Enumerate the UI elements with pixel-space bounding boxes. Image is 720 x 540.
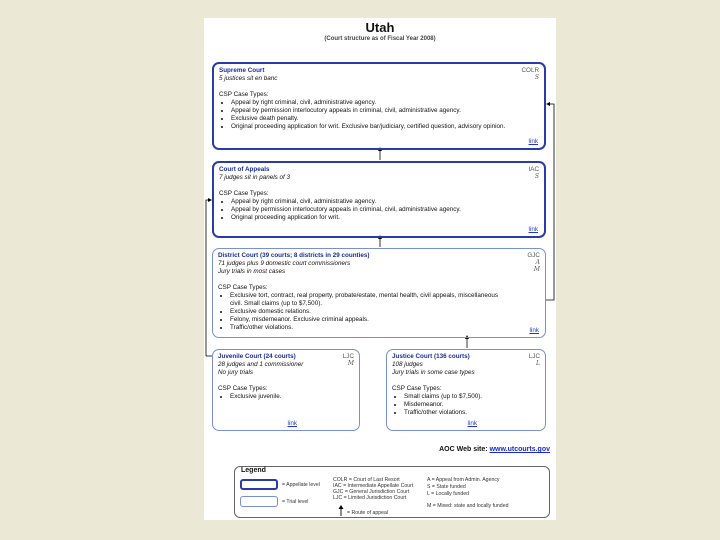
supreme-court-symbol: S <box>534 74 539 81</box>
justice-csp-label: CSP Case Types: <box>392 385 442 392</box>
appeals-court-symbol: S <box>534 173 539 180</box>
district-case-list <box>218 292 540 332</box>
case-item: • Appeal by permission interlocutory appeals in criminal, civil, administrative agency. <box>231 206 539 214</box>
legend-code-gjc: GJC = General Jurisdiction Court <box>333 489 410 495</box>
juvenile-csp-label: CSP Case Types: <box>218 385 268 392</box>
district-court-tag <box>527 252 540 273</box>
district-court-name: District Court <box>218 252 259 259</box>
case-item: • Appeal by right criminal, civil, administrative agency. <box>231 198 539 206</box>
district-link[interactable]: link <box>529 327 539 334</box>
appeals-case-list <box>219 198 539 222</box>
legend-fund-s: S = State funded <box>427 484 466 490</box>
legend-route-label: = Route of appeal <box>347 510 389 516</box>
justice-court-count: (136 courts) <box>434 353 470 360</box>
juvenile-court-desc2: No jury trials <box>218 369 253 376</box>
case-item: • Traffic/other violations. <box>404 409 540 417</box>
case-item: • Exclusive juvenile. <box>230 393 354 401</box>
legend-appellate-label: = Appellate level <box>282 482 320 488</box>
district-court-desc2: Jury trials in most cases <box>218 268 286 275</box>
supreme-court-tag <box>522 67 540 81</box>
supreme-court-code: COLR <box>521 67 539 74</box>
justice-court-code: LJC <box>528 353 540 360</box>
case-item: • Appeal by right criminal, civil, administrative agency. <box>231 99 539 107</box>
route-district-to-supreme <box>545 104 554 300</box>
case-item: • Exclusive death penalty. <box>231 115 539 123</box>
legend-appellate-swatch <box>240 479 278 490</box>
court-of-appeals-box <box>212 161 546 238</box>
case-item: • Felony, misdemeanor. Exclusive criminal appeals. <box>230 316 540 324</box>
legend <box>234 466 550 518</box>
legend-fund-l: L = Locally funded <box>427 491 470 497</box>
juvenile-court-box <box>212 349 360 431</box>
juvenile-court-code: LJC <box>342 353 354 360</box>
district-court-box <box>212 248 546 338</box>
justice-case-list <box>392 393 540 417</box>
district-court-symbol-a: A <box>535 259 540 266</box>
legend-fund-m: M = Mixed: state and locally funded <box>427 503 509 509</box>
legend-route-arrow-icon <box>337 505 345 517</box>
district-court-code: GJC <box>527 252 540 259</box>
case-item: • Traffic/other violations. <box>230 324 540 332</box>
juvenile-court-tag <box>343 353 354 367</box>
case-item: • Small claims (up to $7,500). <box>404 393 540 401</box>
page-title: Utah <box>365 20 395 35</box>
supreme-link[interactable]: link <box>528 138 538 145</box>
supreme-court-desc: 5 justices sit en banc <box>219 75 278 82</box>
justice-link[interactable]: link <box>467 420 477 427</box>
justice-court-desc1: 108 judges <box>392 361 423 368</box>
supreme-court-name: Supreme Court <box>219 67 265 74</box>
district-court-count: (39 courts; 8 districts in 29 counties) <box>259 252 370 259</box>
appeals-court-code: IAC <box>528 166 539 173</box>
justice-court-tag <box>529 353 540 367</box>
case-item: • Appeal by permission interlocutory appeals in criminal, civil, administrative agency. <box>231 107 539 115</box>
juvenile-court-count: (24 courts) <box>263 353 296 360</box>
justice-court-desc2: Jury trials in some case types <box>392 369 475 376</box>
case-item: • Original proceeding application for writ. Exclusive bar/judiciary, certified question, advisory opinion. <box>231 123 539 131</box>
juvenile-court-desc1: 28 judges and 1 commissioner <box>218 361 304 368</box>
legend-title: Legend <box>241 467 266 474</box>
route-juvenile-to-appeals <box>206 200 210 356</box>
justice-court-box <box>386 349 546 431</box>
legend-code-ljc: LJC = Limited Jurisdiction Court <box>333 495 407 501</box>
appeals-link[interactable]: link <box>528 226 538 233</box>
district-court-desc1: 71 judges plus 9 domestic court commissioners <box>218 260 351 267</box>
appeals-court-name: Court of Appeals <box>219 166 270 173</box>
juvenile-court-symbol: M <box>347 360 354 367</box>
legend-fund-a: A = Appeal from Admin. Agency <box>427 477 500 483</box>
website-url[interactable]: www.utcourts.gov <box>489 446 550 453</box>
justice-court-name: Justice Court <box>392 353 433 360</box>
chart-page <box>204 18 556 520</box>
district-csp-label: CSP Case Types: <box>218 284 268 291</box>
legend-trial-label: = Trial level <box>282 499 309 505</box>
supreme-court-box <box>212 62 546 150</box>
legend-code-colr: COLR = Court of Last Resort <box>333 477 400 483</box>
juvenile-case-list <box>218 393 354 401</box>
district-court-symbol-m: M <box>533 266 540 273</box>
appeals-court-tag <box>529 166 540 180</box>
legend-code-iac: IAC = Intermediate Appellate Court <box>333 483 414 489</box>
page-subtitle: (Court structure as of Fiscal Year 2008) <box>324 36 436 42</box>
supreme-csp-label: CSP Case Types: <box>219 91 269 98</box>
case-item: • Original proceeding application for writ. <box>231 214 539 222</box>
appeals-csp-label: CSP Case Types: <box>219 190 269 197</box>
appeals-court-desc: 7 judges sit in panels of 3 <box>219 174 291 181</box>
justice-court-symbol: L <box>536 360 540 367</box>
aoc-website <box>439 446 550 453</box>
case-item: • Misdemeanor. <box>404 401 540 409</box>
website-label: AOC Web site: <box>439 446 488 453</box>
case-item: • Exclusive domestic relations. <box>230 308 540 316</box>
juvenile-court-name: Juvenile Court <box>218 353 262 360</box>
supreme-case-list <box>219 99 539 131</box>
juvenile-link[interactable]: link <box>287 420 297 427</box>
case-item: • Exclusive tort, contract, real property, probate/estate, mental health, civil appeals, miscellaneous civil. Small claims (up to $7,500). <box>230 292 540 308</box>
legend-trial-swatch <box>240 496 278 507</box>
